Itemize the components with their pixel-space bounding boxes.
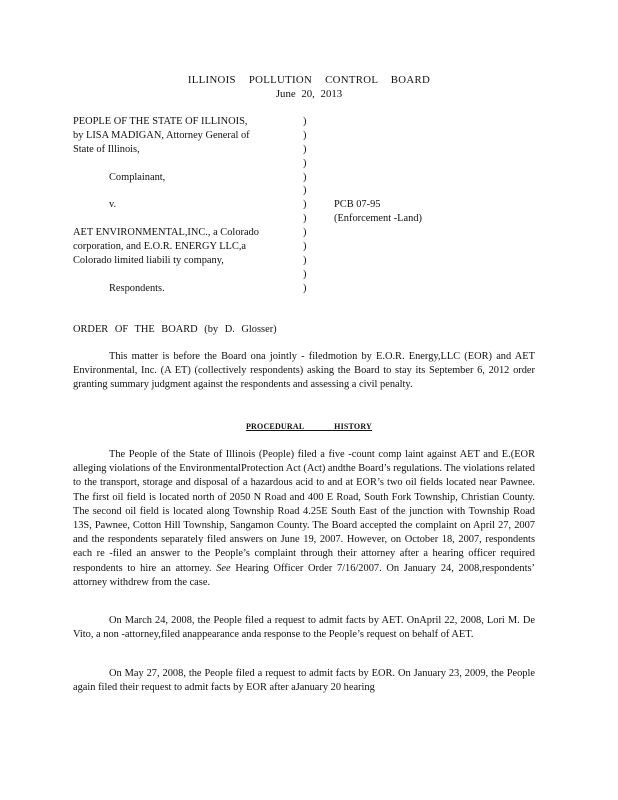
caption-defendant-line-3: Colorado limited liabili ty company, — [73, 255, 224, 266]
caption-paren: ) — [303, 143, 307, 155]
march-2008-paragraph-text: On March 24, 2008, the People filed a request to admit facts by AET. OnApril 22, 2008, Lori M. De Vito, a non -attorney,filed anappearance anda response to the People’s request on behalf of AET. — [73, 615, 535, 641]
caption-paren: ) — [303, 157, 307, 169]
caption-plaintiff-line-3: State of Illinois, — [73, 143, 140, 155]
document-header — [0, 73, 618, 100]
caption-respondents-label: Respondents. — [109, 282, 165, 294]
case-type: (Enforcement -Land) — [334, 213, 422, 225]
caption-versus: v. — [109, 199, 117, 211]
caption-paren: ) — [303, 171, 307, 183]
document-date: June 20, 2013 — [275, 88, 343, 100]
caption-paren: ) — [303, 254, 307, 266]
section-heading-text: PROCEDURAL HISTORY — [245, 422, 373, 431]
may-2008-paragraph-text: On May 27, 2008, the People filed a request to admit facts by EOR. On January 23, 2009, the People again filed their request to admit facts by EOR after aJanuary 20 hearing — [73, 668, 535, 694]
see-citation-signal: See — [216, 562, 231, 574]
caption-paren: ) — [303, 116, 307, 127]
march-2008-paragraph — [73, 614, 535, 642]
caption-paren: ) — [303, 185, 307, 197]
procedural-text-part-2: Hearing Officer Order 7/16/2007. On January 24, 2008,respondents’ attorney withdrew from the case. — [73, 562, 535, 588]
caption-plaintiff-line-2: by LISA MADIGAN, Attorney General of — [73, 129, 250, 141]
agency-title: ILLINOIS POLLUTION CONTROL BOARD — [187, 74, 431, 86]
caption-complainant-label: Complainant, — [109, 171, 166, 183]
caption-paren-column — [303, 115, 315, 296]
procedural-text-part-1: The People of the State of Illinois (People) filed a five -count comp laint against AET and E.(EOR alleging violations of the EnvironmentalProtection Act (Act) andthe Board’s regulations. The violations related to the transport, storage and disposal of a hazardous acid to and at EOR’s two oil fields located near Pawnee. The first oil field is located north of 2050 N Road and 400 E Road, South Fork Township, Christian County. The second oil field is located along Township Road 4.25E South East of the junction with Township Road 13S, Pawnee, Cotton Hill Township, Sangamon County. The Board accepted the complaint on April 27, 2007 and the respondents separately filed answers on June 19, 2007. However, on October 18, 2007, respondents each re -filed an answer to the People’s complaint through their attorney after a hearing officer required respondents to hire an attorney. — [73, 449, 535, 574]
intro-paragraph — [73, 350, 535, 393]
case-caption — [73, 115, 553, 300]
caption-paren: ) — [303, 227, 307, 239]
caption-paren: ) — [303, 241, 307, 253]
caption-paren: ) — [303, 199, 307, 211]
may-2008-paragraph — [73, 667, 535, 695]
section-heading — [0, 421, 618, 433]
order-title: ORDER OF THE BOARD (by D. Glosser) — [73, 324, 277, 335]
intro-paragraph-text: This matter is before the Board ona jointly - filedmotion by E.O.R. Energy,LLC (EOR) and AET Environmental, Inc. (A ET) (collectively respondents) asking the Board to stay its September 6, 2012 order granting summary judgment against the respondents and assessing a civil penalty. — [73, 351, 535, 391]
caption-paren: ) — [303, 129, 307, 141]
case-number: PCB 07-95 — [334, 199, 381, 211]
caption-defendant-line-1: AET ENVIRONMENTAL,INC., a Colorado — [73, 227, 259, 239]
caption-paren: ) — [303, 268, 307, 280]
caption-plaintiff-line-1: PEOPLE OF THE STATE OF ILLINOIS, — [73, 116, 248, 127]
procedural-history-paragraph — [73, 448, 535, 590]
caption-paren: ) — [303, 213, 307, 225]
caption-paren: ) — [303, 282, 307, 294]
caption-defendant-line-2: corporation, and E.O.R. ENERGY LLC,a — [73, 241, 247, 253]
